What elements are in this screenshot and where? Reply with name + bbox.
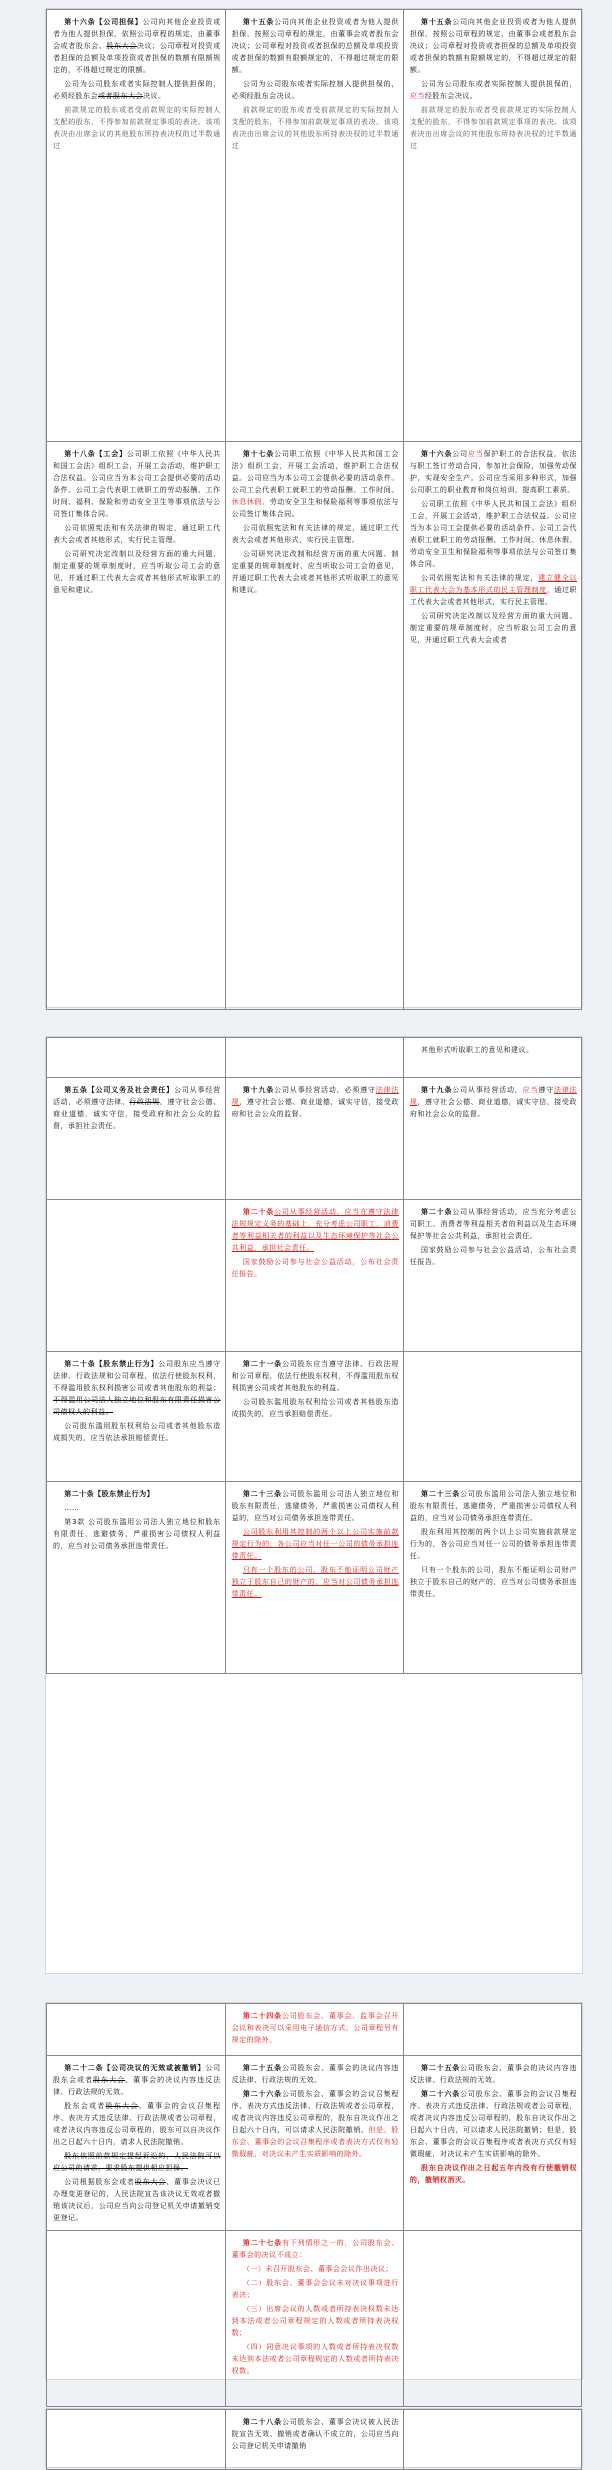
- article-number: 第十五条: [421, 18, 453, 26]
- old-law-cell: [47, 2410, 226, 2470]
- article-number: 第十六条【公司担保】: [64, 18, 143, 26]
- text-run: （三）出席会议的人数或者所持表决权数未达到本法或者公司章程规定的人数或者所持表决权数；: [231, 2305, 399, 2337]
- text-run: 其他形式听取职工的意见和建议。: [421, 1046, 534, 1054]
- text-run: 股东依照前款规定提起诉讼的，人民法院可以应公司的请求，要求股东提供相应担保。: [53, 2152, 221, 2172]
- article-number: 第二十六条: [421, 2090, 461, 2098]
- text-run: 股东利用其控制的两个以上公司实施前款规定行为的，各公司应当对任一公司的债务承担连带责任。: [409, 1528, 577, 1560]
- paragraph: [410, 1206, 577, 1242]
- paragraph: [410, 1244, 577, 1268]
- text-run: 公司职工依照《中华人民共和国工会法》组织工会，开展工会活动，维护职工合法权益。公司应当为本公司工会提供必要的活动条件。公司工会代表职工就职工的劳动报酬、工作时间、: [231, 450, 399, 494]
- paragraph: [53, 1488, 221, 1500]
- text-run: ……: [64, 1504, 80, 1512]
- paragraph: [232, 1256, 399, 1280]
- paragraph: [410, 1488, 577, 1524]
- text-run: 、董事会的会议召集程序、表决方式违反法律、行政法规或者公司章程，或者决议内容违反公司章程的，股东可以自决议作出之日起六十日内，请求人民法院撤销。: [53, 2102, 221, 2146]
- old-law-cell: [47, 1200, 226, 1352]
- article-number: 第十六条: [421, 450, 453, 458]
- text-run: 公司股东会、董事会的决议内容违反法律、行政法规的无效。: [231, 2064, 399, 2084]
- comparison-table: [46, 1037, 582, 1674]
- text-run: 股东大会: [93, 2076, 126, 2084]
- paragraph: [232, 1526, 399, 1562]
- text-run: 公司依照宪法和有关法律的规定，通过职工代表大会或者其他形式，实行民主管理。: [231, 524, 399, 544]
- text-run: 公司股东利用其控制的两个以上公司实施前款规定行为的，各公司应当对任一公司的债务承担连带责任。: [231, 1528, 399, 1560]
- draft-cell: [225, 2231, 403, 2407]
- table-row: [47, 2231, 582, 2407]
- article-number: 第十九条: [242, 1086, 275, 1094]
- new-law-cell: [403, 1038, 581, 1078]
- paragraph: [53, 2176, 221, 2224]
- text-run: 行政法规: [129, 1098, 160, 1106]
- new-law-cell: [403, 1200, 581, 1352]
- text-run: 国家鼓励公司参与社会公益活动，公布社会责任报告。: [409, 1246, 577, 1266]
- paragraph: [53, 2062, 221, 2098]
- text-run: 公司依照宪法和有关法律的规定，通过职工代表大会或者其他形式，实行民主管理。: [53, 524, 221, 544]
- new-law-cell: [403, 2004, 581, 2056]
- paragraph: [53, 2100, 221, 2148]
- text-run: （四）同意决议事项的人数或者所持表决权数未达到本法或者公司章程规定的人数或者所持表决权数。: [231, 2343, 399, 2375]
- new-law-cell: [403, 2231, 581, 2407]
- paragraph: [232, 1488, 399, 1524]
- text-run: 股东会或者: [64, 2102, 106, 2110]
- article-number: 第二十一条: [242, 1360, 282, 1368]
- text-run: 公司为公司股东或者实际控制人提供担保的，必须经股东会决议。: [231, 80, 399, 100]
- article-number: 第二十八条: [242, 2418, 282, 2426]
- text-run: 股东大会: [105, 2102, 139, 2110]
- text-run: 不得滥用公司法人独立地位和股东有限责任损害公司债权人的利益。: [53, 1396, 221, 1416]
- text-run: 法律法规: [409, 1086, 578, 1106]
- paragraph: [53, 1420, 221, 1444]
- paragraph: [232, 2341, 399, 2377]
- old-law-cell: [47, 2231, 226, 2407]
- text-run: 、董事会的决议内容违反法律、行政法规的无效。: [53, 2076, 221, 2096]
- paragraph: [232, 522, 399, 546]
- old-law-cell: [47, 442, 226, 1010]
- text-run: 应当: [522, 1086, 539, 1094]
- text-run: 公司股东滥用股东权利给公司或者其他股东造成损失的，应当依法承担赔偿责任。: [53, 1422, 221, 1442]
- article-number: 第二十七条: [242, 2239, 282, 2247]
- old-law-cell: [47, 10, 226, 442]
- draft-cell: [225, 1482, 403, 1674]
- table-row: [47, 442, 582, 1010]
- paragraph: [410, 498, 577, 570]
- text-run: ，遵守社会公德、商业道德，诚实守信，接受政府和社会公众的监督。: [231, 1098, 399, 1118]
- comparison-table: [46, 9, 582, 1010]
- page-1: [45, 8, 583, 1008]
- paragraph: [410, 2088, 577, 2160]
- page-3: [45, 2002, 583, 2380]
- new-law-cell: [403, 442, 581, 1010]
- article-number: 股东自决议作出之日起五年内没有行使撤销权的，撤销权消灭。: [409, 2164, 577, 2184]
- article-number: 第十五条: [242, 18, 275, 26]
- text-run: 、董事会决议已办理变更登记的，人民法院宣告该决议无效或者撤销该决议后，公司应当向公司登记机关申请撤销变更登记。: [53, 2178, 221, 2222]
- paragraph: [232, 2237, 399, 2261]
- table-row: [47, 2410, 582, 2470]
- new-law-cell: [403, 1482, 581, 1674]
- text-run: 公司股东会、董事会的会议召集程序、表决方式违反法律、行政法规或者公司章程，或者决议内容违反公司章程的，股东自决议作出之日起六十日内，可以请求人民法院撤销。: [231, 2090, 399, 2134]
- draft-cell: [225, 442, 403, 1010]
- draft-cell: [225, 2056, 403, 2231]
- old-law-cell: [47, 1078, 226, 1200]
- text-run: （一）未召开股东会、董事会会议作出决议；: [242, 2265, 393, 2273]
- paragraph: [232, 1084, 399, 1120]
- text-run: 公司根据股东会或者: [64, 2178, 135, 2186]
- text-run: 公司研究决定改制和经营方面的重大问题、制定重要的规章制度时，应当听取公司工会的意见，并通过职工代表大会或者其他形式听取职工的意见和建议。: [231, 550, 399, 594]
- text-run: ，遵守社会公德、商业道德，诚实守信，接受政府和社会公众的监督，承担社会责任。: [53, 1098, 221, 1130]
- text-run: 前款规定的股东或者受前款规定的实际控制人支配的股东，不得参加前款规定事项的表决。该项表决由出席会议的其他股东所持表决权的过半数通过: [53, 106, 221, 150]
- paragraph: [232, 2303, 399, 2339]
- text-run: 保护职工的合法权益，依法与职工签订劳动合同，参加社会保险，加强劳动保护，实现安全生产。公司应当采用多种形式，加强公司职工的职业教育和岗位培训，提高职工素质。: [409, 450, 578, 494]
- article-number: 第二十条: [421, 1208, 453, 1216]
- paragraph: [410, 1044, 577, 1056]
- article-number: 第二十五条: [421, 2064, 461, 2072]
- paragraph: [232, 16, 399, 76]
- text-run: 公司为公司股东或者实际控制人提供担保的，: [421, 80, 577, 88]
- paragraph: [232, 2263, 399, 2275]
- paragraph: [53, 2150, 221, 2174]
- paragraph: [232, 1358, 399, 1394]
- paragraph: [232, 448, 399, 520]
- text-run: 公司股东会、董事会、监事会召开会议和表决可以采用电子通信方式，公司章程另有规定的除外。: [231, 2012, 399, 2044]
- text-run: 经股东会决议。: [424, 92, 478, 100]
- table-row: [47, 1038, 582, 1078]
- paragraph: [410, 1084, 577, 1120]
- draft-cell: [225, 1038, 403, 1078]
- paragraph: [410, 448, 577, 496]
- old-law-cell: [47, 1482, 226, 1674]
- paragraph: [410, 1526, 577, 1562]
- text-run: 休息休假、: [231, 498, 270, 506]
- paragraph: [232, 2088, 399, 2160]
- text-run: 公司依照宪法和有关法律的规定，: [421, 574, 539, 582]
- article-number: 第二十二条【公司决议的无效或被撤销】: [64, 2064, 206, 2072]
- article-number: 第二十五条: [242, 2064, 282, 2072]
- table-row: [47, 1352, 582, 1482]
- text-run: 股东大会: [106, 42, 137, 50]
- paragraph: [410, 572, 577, 608]
- paragraph: [53, 16, 221, 76]
- draft-cell: [225, 10, 403, 442]
- text-run: 国家鼓励公司参与社会公益活动，公布社会责任报告。: [231, 1258, 399, 1278]
- text-run: 公司研究决定改制以及经营方面的重大问题、制定重要的规章制度时，应当听取公司工会的意见，并通过职工代表大会或者: [409, 612, 577, 644]
- new-law-cell: [403, 2410, 581, 2470]
- text-run: 公司股东应当遵守法律、行政法规和公司章程，依法行使股东权利，不得滥用股东权利损害公司或者其他股东的利益。: [231, 1360, 399, 1392]
- new-law-cell: [403, 10, 581, 442]
- paragraph: [53, 104, 221, 152]
- text-run: 公司股东会、董事会决议被人民法院宣告无效、撤销或者确认不成立的，公司应当向公司登记机关申请撤销: [231, 2418, 399, 2450]
- comparison-table: [46, 2003, 582, 2407]
- old-law-cell: [47, 1352, 226, 1482]
- text-run: 建立健全以职工代表大会为基本形式的民主管理制度: [409, 574, 578, 594]
- paragraph: [232, 548, 399, 596]
- table-row: [47, 1200, 582, 1352]
- text-run: 遵守: [538, 1086, 554, 1094]
- text-run: 公司向其他企业投资或者为他人提供担保，按照公司章程的规定，由董事会或者股东会决议；公司章程对投资或者担保的总额及单项投资或者担保的数额有限额规定的，不得超过规定的限额。: [231, 18, 399, 74]
- text-run: 公司股东滥用股东权利给公司或者其他股东造成损失的，应当承担赔偿责任。: [231, 1398, 399, 1418]
- text-run: 公司从事经营活动，必须遵守法律、: [53, 1086, 221, 1106]
- comparison-table: [46, 2409, 582, 2470]
- article-number: 第二十条: [242, 1208, 275, 1216]
- text-run: 公司从事经营活动，必须遵守: [274, 1086, 376, 1094]
- text-run: 公司: [452, 450, 468, 458]
- paragraph: [232, 2010, 399, 2046]
- article-number: 第二十四条: [242, 2012, 282, 2020]
- new-law-cell: [403, 1352, 581, 1482]
- paragraph: [410, 2062, 577, 2086]
- paragraph: [53, 1084, 221, 1132]
- paragraph: [410, 1564, 577, 1600]
- text-run: 有下列情形之一的，公司股东会、董事会的决议不成立：: [231, 2239, 399, 2259]
- paragraph: [53, 78, 221, 102]
- paragraph: [232, 2062, 399, 2086]
- text-run: 但是，股东会、董事会的会议召集程序或者表决方式仅有轻微瑕疵，对决议未产生实质影响的除外。: [231, 2126, 399, 2158]
- paragraph: [53, 1516, 221, 1552]
- draft-cell: [225, 2004, 403, 2056]
- paragraph: [410, 16, 577, 76]
- paragraph: [232, 1206, 399, 1254]
- text-run: 只有一个股东的公司，股东不能证明公司财产独立于股东自己的财产的，应当对公司债务承担连带责任。: [231, 1566, 399, 1598]
- text-run: 法律法规: [231, 1086, 399, 1106]
- article-number: 第二十条【股东禁止行为】: [64, 1360, 159, 1368]
- paragraph: [53, 522, 221, 546]
- paragraph: [232, 104, 399, 152]
- text-run: 劳动安全卫生和保险福利等事项依法与公司签订集体合同。: [231, 498, 399, 518]
- page-2: [45, 1036, 583, 1974]
- text-run: 公司向其他企业投资或者为他人提供担保，按照公司章程的规定，由董事会或者股东会决议；公司章程对投资或者担保的总额及单项投资或者担保的数额有限额规定的，不得超过规定的限额。: [409, 18, 578, 74]
- text-run: 公司股东会、董事会的会议召集程序、表决方式违反法律、行政法规或者公司章程，或者决议内容违反公司章程的，股东自决议作出之日起六十日内，可以请求人民法院撤销；但是，股东会、董事会的会议召集程序或者表决方式仅有轻微瑕疵，对决议未产生实质影响的除外。: [409, 2090, 578, 2158]
- text-run: 或者股东大会: [98, 92, 143, 100]
- text-run: 公司从事经营活动，应当充分考虑公司职工、消费者等利益相关者的利益以及生态环境保护等社会公共利益，承担社会责任。: [409, 1208, 578, 1240]
- text-run: 股东大会: [134, 2178, 167, 2186]
- draft-cell: [225, 1078, 403, 1200]
- article-number: 第二十三条: [242, 1490, 282, 1498]
- text-run: 公司股东滥用公司法人独立地位和股东有限责任，逃避债务，严重损害公司债权人利益的，应当对公司债务承担连带责任。: [409, 1490, 578, 1522]
- paragraph: [232, 78, 399, 102]
- table-row: [47, 1482, 582, 1674]
- text-run: 公司从事经营活动，应当在遵守法律法规规定义务的基础上，充分考虑公司职工、消费者等利益相关者的利益以及生态环境保护等社会公共利益，承担社会责任。: [231, 1208, 399, 1252]
- paragraph: [410, 78, 577, 102]
- table-row: [47, 10, 582, 442]
- paragraph: [410, 2162, 577, 2186]
- text-run: ，遵守社会公德、商业道德，诚实守信，接受政府和社会公众的监督。: [409, 1098, 578, 1118]
- text-run: ，通过职工代表大会或者其他形式，实行民主管理。: [409, 586, 578, 606]
- table-row: [47, 2056, 582, 2231]
- paragraph: [53, 548, 221, 596]
- article-number: 第二十三条: [421, 1490, 461, 1498]
- old-law-cell: [47, 2004, 226, 2056]
- article-number: 第十七条: [242, 450, 275, 458]
- text-run: 决议；公司章程对投资或者担保的总额及单项投资或者担保的数额有限额规定的，不得超过规定的限额。: [53, 42, 221, 74]
- paragraph: [410, 104, 577, 152]
- text-run: 前款规定的股东或者受前款规定的实际控制人支配的股东，不得参加前款规定事项的表决。该项表决由出席会议的其他股东所持表决权的过半数通过: [409, 106, 577, 150]
- text-run: （二）股东会、董事会会议未对决议事项进行表决；: [231, 2279, 399, 2299]
- paragraph: [232, 2416, 399, 2452]
- paragraph: [232, 1396, 399, 1420]
- draft-cell: [225, 1352, 403, 1482]
- text-run: 公司研究决定改制以及经营方面的重大问题、制定重要的规章制度时，应当听取公司工会的意见，并通过职工代表大会或者其他形式听取职工的意见和建议。: [53, 550, 221, 594]
- paragraph: [232, 1564, 399, 1600]
- text-run: 决议。: [143, 92, 166, 100]
- text-run: 公司为公司股东或者实际控制人提供担保的，必须经股东会: [53, 80, 221, 100]
- text-run: 公司股东应当遵守法律、行政法规和公司章程，依法行使股东权利，不得滥用股东权利损害公司或者其他股东的利益；: [53, 1360, 221, 1392]
- paragraph: [53, 1358, 221, 1418]
- article-number: 第五条【公司义务及社会责任】: [64, 1086, 174, 1094]
- text-run: 第3款 公司股东滥用公司法人独立地位和股东有限责任，逃避债务，严重损害公司债权人利益的，应当对公司债务承担连带责任。: [53, 1518, 221, 1550]
- text-run: 只有一个股东的公司，股东不能证明公司财产独立于股东自己的财产的，应当对公司债务承担连带责任。: [409, 1566, 577, 1598]
- text-run: 公司股东滥用公司法人独立地位和股东有限责任，逃避债务，严重损害公司债权人利益的，应当对公司债务承担连带责任。: [231, 1490, 399, 1522]
- old-law-cell: [47, 1038, 226, 1078]
- draft-cell: [225, 2410, 403, 2470]
- new-law-cell: [403, 1078, 581, 1200]
- article-number: 第二十六条: [242, 2090, 282, 2098]
- text-run: 前款规定的股东或者受前款规定的实际控制人支配的股东，不得参加前款规定事项的表决。该项表决由出席会议的其他股东所持表决权的过半数通过: [231, 106, 399, 150]
- text-run: 公司职工依照《中华人民共和国工会法》组织工会，开展工会活动，维护职工合法权益。公司应当为本公司工会提供必要的活动条件。公司工会代表职工就职工的劳动报酬、工作时间、休息休假、劳动安全卫生和保险福利等事项依法与公司签订集体合同。: [409, 500, 577, 568]
- paragraph: [232, 2277, 399, 2301]
- page-4: [45, 2408, 583, 2468]
- text-run: 公司股东会或者: [53, 2064, 221, 2084]
- text-run: 公司向其他企业投资或者为他人提供担保，依照公司章程的规定，由董事会或者股东会、: [53, 18, 221, 50]
- table-row: [47, 2004, 582, 2056]
- text-run: 公司职工依照《中华人民共和国工会法》组织工会，开展工会活动，维护职工合法权益。公司应当为本公司工会提供必要的活动条件。公司工会代表职工就职工的劳动报酬、工作时间、福利、保险和劳动安全卫生等事项依法与公司签订集体合同。: [53, 450, 221, 518]
- draft-cell: [225, 1200, 403, 1352]
- text-run: 应当: [467, 450, 484, 458]
- paragraph: [53, 1502, 221, 1514]
- old-law-cell: [47, 2056, 226, 2231]
- new-law-cell: [403, 2056, 581, 2231]
- article-number: 第二十条【股东禁止行为】: [64, 1490, 155, 1498]
- paragraph: [410, 610, 577, 646]
- text-run: 应当: [409, 92, 425, 100]
- table-row: [47, 1078, 582, 1200]
- text-run: 公司从事经营活动，: [452, 1086, 523, 1094]
- text-run: 公司股东会、董事会的决议内容违反法律、行政法规的无效。: [409, 2064, 578, 2084]
- article-number: 第十八条【工会】: [64, 450, 127, 458]
- paragraph: [53, 448, 221, 520]
- article-number: 第十九条: [421, 1086, 453, 1094]
